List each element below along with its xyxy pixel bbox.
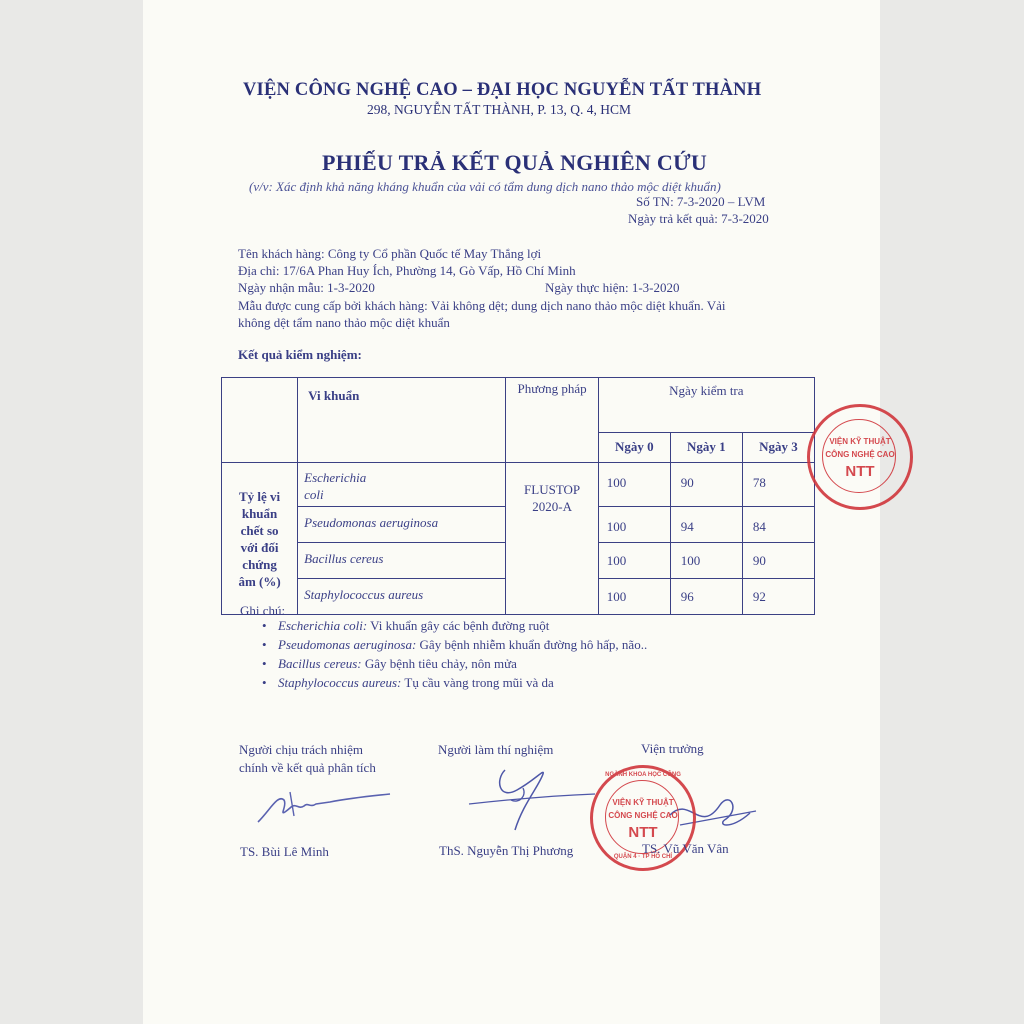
- experimenter-title: Người làm thí nghiệm: [438, 742, 554, 757]
- header-day1: Ngày 1: [670, 433, 742, 463]
- header-method: Phương pháp: [506, 378, 598, 463]
- header-day3: Ngày 3: [742, 433, 814, 463]
- signatory-name-2: ThS. Nguyễn Thị Phương: [439, 843, 574, 858]
- date-received: Ngày nhận mẫu: 1-3-2020: [238, 280, 375, 295]
- row-label-cell: Tỷ lệ vi khuẩn chết so với đối chứng âm (%): [222, 463, 298, 615]
- document-subtitle: (v/v: Xác định khả năng kháng khuẩn của vải có tẩm dung dịch nano thảo mộc diệt khuẩn): [249, 179, 721, 194]
- sample-description-line1: Mẫu được cung cấp bởi khách hàng: Vải không dệt; dung dịch nano thảo mộc diệt khuẩn. Vải: [238, 298, 726, 313]
- method-cell: FLUSTOP 2020-A: [506, 463, 598, 615]
- reference-number: Số TN: 7-3-2020 – LVM: [636, 194, 766, 209]
- table-corner-cell: [222, 378, 298, 463]
- value-pseudomonas-day0: 100: [598, 507, 670, 543]
- signature-minh: [250, 780, 400, 830]
- value-ecoli-day0: 100: [598, 463, 670, 507]
- document-title: PHIẾU TRẢ KẾT QUẢ NGHIÊN CỨU: [322, 150, 708, 175]
- value-staphylococcus-day0: 100: [598, 579, 670, 615]
- note-item: • Staphylococcus aureus: Tụ cầu vàng trong mũi và da: [262, 675, 554, 690]
- value-ecoli-day3: 78: [742, 463, 814, 507]
- date-performed: Ngày thực hiện: 1-3-2020: [545, 280, 680, 295]
- notes-heading: Ghi chú:: [240, 603, 286, 618]
- value-bacillus-day1: 100: [670, 543, 742, 579]
- signatory-name-1: TS. Bùi Lê Minh: [240, 844, 329, 859]
- bacteria-cell-ecoli: Escherichia coli: [298, 463, 506, 507]
- director-title: Viện trưởng: [641, 741, 704, 756]
- value-staphylococcus-day3: 92: [742, 579, 814, 615]
- bacteria-cell-staphylococcus: Staphylococcus aureus: [298, 579, 506, 615]
- note-item: • Escherichia coli: Vi khuẩn gây các bệnh đường ruột: [262, 618, 550, 633]
- header-days: Ngày kiểm tra: [598, 378, 814, 433]
- official-stamp-right: VIỆN KỸ THUẬT CÔNG NGHỆ CAO NTT: [807, 404, 913, 510]
- header-day0: Ngày 0: [598, 433, 670, 463]
- client-name: Tên khách hàng: Công ty Cổ phần Quốc tế May Thắng lợi: [238, 246, 542, 261]
- header-bacteria: Vi khuẩn: [298, 378, 506, 463]
- result-date: Ngày trả kết quả: 7-3-2020: [628, 211, 769, 226]
- official-stamp-bottom: NGÀNH KHOA HỌC CÔNG VIỆN KỸ THUẬT CÔNG NGHỆ CAO NTT QUẬN 4 · TP HỒ CHÍ: [590, 765, 696, 871]
- signatory-name-3: TS. Vũ Văn Vân: [642, 841, 729, 856]
- institute-address: 298, NGUYỄN TẤT THÀNH, P. 13, Q. 4, HCM: [367, 102, 632, 117]
- signature-phuong: [465, 760, 605, 840]
- value-staphylococcus-day1: 96: [670, 579, 742, 615]
- note-item: • Bacillus cereus: Gây bệnh tiêu chảy, nôn mửa: [262, 656, 517, 671]
- value-bacillus-day0: 100: [598, 543, 670, 579]
- bacteria-cell-bacillus: Bacillus cereus: [298, 543, 506, 579]
- client-address: Địa chỉ: 17/6A Phan Huy Ích, Phường 14, Gò Vấp, Hồ Chí Minh: [238, 263, 576, 278]
- responsible-title-line1: Người chịu trách nhiệm: [239, 742, 364, 757]
- value-pseudomonas-day1: 94: [670, 507, 742, 543]
- institute-name: VIỆN CÔNG NGHỆ CAO – ĐẠI HỌC NGUYỄN TẤT THÀNH: [243, 80, 762, 100]
- bacteria-cell-pseudomonas: Pseudomonas aeruginosa: [298, 507, 506, 543]
- value-pseudomonas-day3: 84: [742, 507, 814, 543]
- value-bacillus-day3: 90: [742, 543, 814, 579]
- responsible-title-line2: chính về kết quả phân tích: [239, 760, 376, 775]
- results-table: [221, 377, 815, 615]
- sample-description-line2: không dệt tẩm nano thảo mộc diệt khuẩn: [238, 315, 450, 330]
- results-heading: Kết quả kiểm nghiệm:: [238, 347, 362, 362]
- note-item: • Pseudomonas aeruginosa: Gây bệnh nhiễm khuẩn đường hô hấp, não..: [262, 637, 648, 652]
- value-ecoli-day1: 90: [670, 463, 742, 507]
- notes-list: [262, 618, 647, 694]
